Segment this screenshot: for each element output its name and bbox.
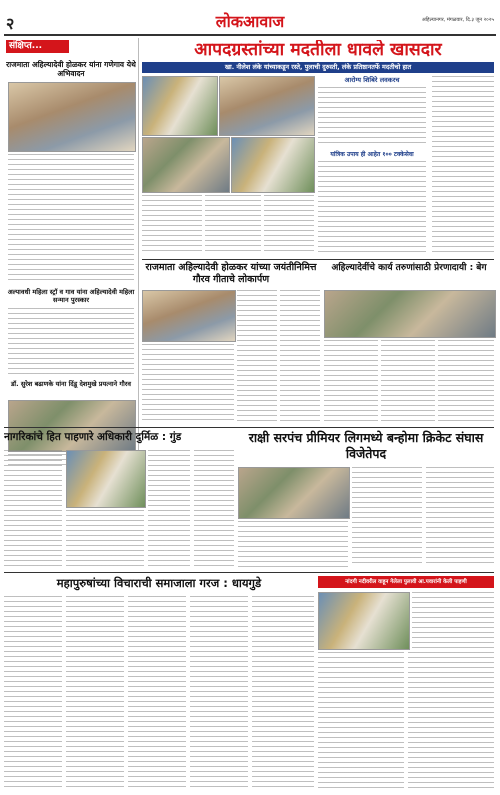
- lead-body-col3: [264, 195, 314, 253]
- cricket-body-1: [352, 467, 422, 567]
- nagrik-body-2: [66, 510, 144, 568]
- prerna-body-1: [324, 340, 378, 424]
- cricket-photo: [238, 467, 350, 519]
- bridge-body-1: [412, 592, 494, 648]
- mahapurush-body-5: [252, 596, 314, 791]
- story1-photo: [8, 82, 136, 152]
- mahapurush-body-1: [4, 596, 62, 791]
- mahapurush-body-4: [190, 596, 248, 791]
- cricket-body-2: [426, 467, 494, 567]
- story2-title: अल्पावधी महिला स्ट्रॉ व गाव यांना अहिल्यादेवी महिला सन्मान पुरस्कार: [7, 288, 135, 304]
- prerna-headline: अहिल्यादेवींचे कार्य तरुणांसाठी प्रेरणादायी : बेग: [331, 263, 487, 273]
- lead-body-col2: [205, 195, 261, 253]
- story1-body: [8, 154, 134, 284]
- bridge-headline: नांदगी नदीवरील वाहून गेलेला पुलावी आ.पवारांनी केली पाहणी: [318, 576, 494, 588]
- nagrik-body-1: [4, 450, 62, 568]
- cricket-headline: राक्षी सरपंच प्रीमियर लिगमध्ये बन्होमा क्रिकेट संघास विजेतेपद: [248, 430, 484, 461]
- nagrik-photo: [66, 450, 146, 508]
- lead-photo-2: [219, 76, 315, 136]
- bridge-body-3: [408, 652, 494, 791]
- sankshipt-label: संक्षिप्त...: [6, 40, 69, 53]
- story1-title: राजमाता अहिल्यादेवी होळकर यांना गणेगाव येथे अभिवादन: [6, 60, 136, 78]
- mahapurush-body-2: [66, 596, 124, 791]
- story2-body: [8, 308, 134, 376]
- aside2-title: यांत्रिक उपाय ही आहेत १०० टक्केसेवा: [330, 151, 414, 158]
- aside1-body: [318, 87, 426, 145]
- nagrik-body-3: [148, 450, 190, 568]
- row4-rule: [4, 572, 494, 573]
- lokarpan-body-1: [142, 344, 234, 424]
- main-headline: आपदग्रस्तांच्या मदतीला धावले खासदार: [194, 40, 442, 60]
- masthead-rule: [4, 34, 496, 36]
- newspaper-logo: लोकआवाज: [215, 12, 285, 31]
- lokarpan-body-3: [280, 290, 320, 424]
- nagrik-headline: नागरिकांचे हित पाहणारे अधिकारी दुर्मिळ : गुंड: [4, 431, 182, 443]
- masthead: [0, 0, 500, 40]
- mahapurush-body-3: [128, 596, 186, 791]
- aside-box: [316, 76, 428, 256]
- story3-title: डॉ. सुरेश बढाणके यांना दिंडू देशमुखे प्रयत्नाने गौरव: [10, 380, 132, 388]
- prerna-body-3: [438, 340, 494, 424]
- aside2-body: [318, 161, 426, 256]
- lokarpan-photo: [142, 290, 236, 342]
- nagrik-body-4: [194, 450, 234, 568]
- story3-photo: [8, 400, 136, 452]
- cricket-body-3: [238, 521, 348, 567]
- mahapurush-headline: महापुरुषांच्या विचाराची समाजाला गरज : धायगुडे: [56, 576, 262, 590]
- prerna-body-2: [381, 340, 435, 424]
- bridge-photo: [318, 592, 410, 650]
- lead-photo-1: [142, 76, 218, 136]
- aside1-title: आरोग्य शिबिरे लवकरच: [344, 76, 400, 84]
- lead-body-col1: [142, 195, 202, 253]
- page-number: २: [6, 14, 15, 33]
- right-column-body: [432, 76, 494, 256]
- lead-photo-4: [231, 137, 315, 193]
- row3-rule: [4, 427, 494, 428]
- bridge-body-2: [318, 652, 404, 791]
- prerna-photo: [324, 290, 496, 338]
- lokarpan-headline: राजमाता अहिल्यादेवी होळकर यांच्या जयंतीनिमित्त गौरव गीताचे लोकार्पण: [145, 262, 317, 285]
- sankshipt-column: [4, 38, 139, 468]
- lokarpan-body-2: [237, 290, 277, 424]
- lead-photo-3: [142, 137, 230, 193]
- row2-rule: [142, 259, 494, 260]
- dateline: अहिल्यानगर, मंगळवार, दि.३ जून २०२५: [421, 17, 494, 23]
- main-subheadline: खा. नीलेश लंके यांच्याकडून रस्ते, पुलाची दुरुस्ती, लंके प्रतिष्ठानतर्फे मदतीचो हात: [142, 62, 494, 73]
